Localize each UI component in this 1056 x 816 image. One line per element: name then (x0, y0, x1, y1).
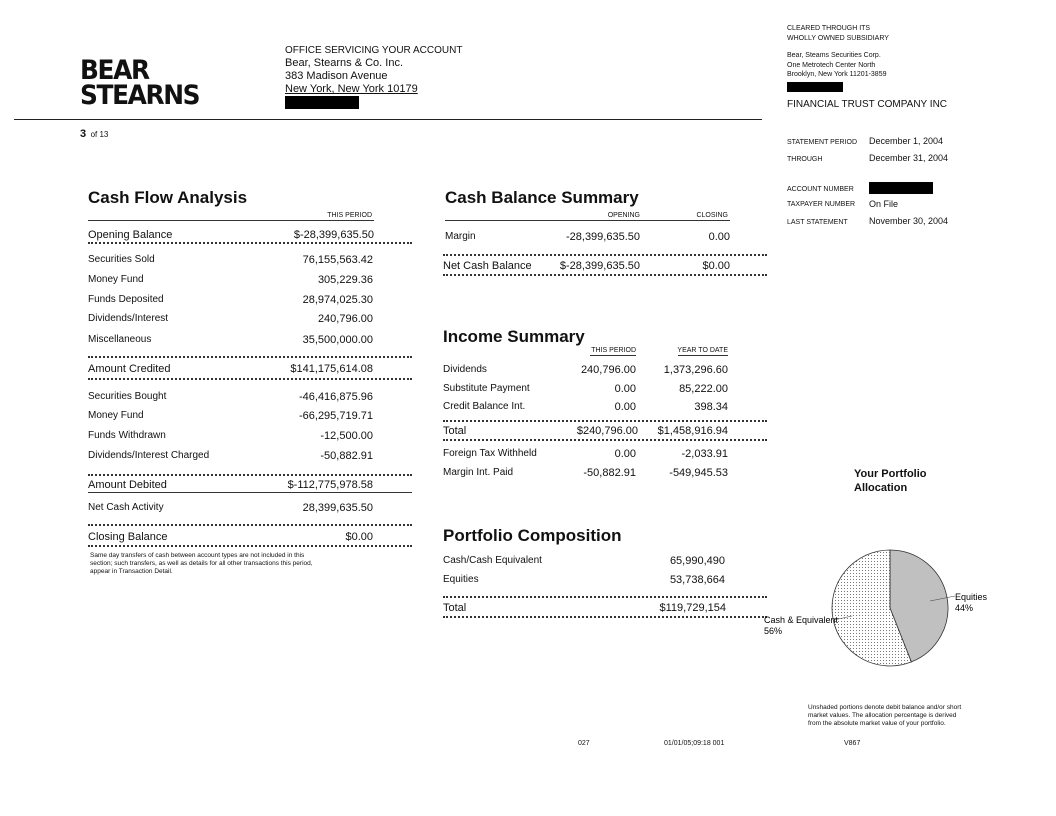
cash-label: Cash & Equivalent (764, 615, 839, 625)
margin-label: Margin (445, 231, 476, 242)
taxpayer-value: On File (869, 199, 899, 209)
debit-row-label: Money Fund (88, 410, 144, 421)
last-statement-label: LAST STATEMENT (787, 219, 848, 226)
credit-row-value: 305,229.36 (317, 274, 373, 286)
clearing-line-2: WHOLLY OWNED SUBSIDIARY (787, 34, 889, 42)
portfolio-total-value: $119,729,154 (659, 602, 726, 614)
clearing-corp-3: Brooklyn, New York 11201-3859 (787, 71, 887, 78)
taxpayer-label: TAXPAYER NUMBER (787, 201, 856, 208)
credit-row-label: Funds Deposited (88, 294, 164, 305)
credit-row-label: Securities Sold (88, 254, 155, 265)
debit-row-value: -50,882.91 (320, 450, 373, 462)
page-number: 3 of 13 (80, 128, 109, 140)
note-line: from the absolute market value of your portfolio. (808, 720, 946, 727)
income-row-period: 0.00 (614, 383, 636, 395)
account-redaction (869, 182, 933, 194)
footer-code-3: V867 (844, 740, 861, 747)
income-row-period: -50,882.91 (583, 467, 636, 479)
footer-code-2: 01/01/05;09:18 001 (664, 740, 725, 747)
closing-balance-label: Closing Balance (88, 531, 168, 543)
credit-row-label: Money Fund (88, 274, 144, 285)
note-line: market values. The allocation percentage is derived (808, 712, 957, 719)
portfolio-total-label: Total (443, 602, 467, 614)
debit-row-value: -12,500.00 (320, 430, 373, 442)
amount-debited-value: $-112,775,978.58 (287, 479, 373, 491)
income-total-ytd: $1,458,916.94 (657, 425, 728, 437)
income-row-period: 0.00 (614, 401, 636, 413)
portfolio-composition-title: Portfolio Composition (443, 526, 622, 545)
income-row-ytd: 398.34 (694, 401, 728, 413)
footer-code-1: 027 (578, 740, 590, 747)
portfolio-row-label: Equities (443, 574, 479, 585)
redaction-bar (787, 82, 843, 92)
equities-percent: 44% (955, 603, 974, 613)
opening-col-header: OPENING (607, 212, 640, 219)
portfolio-row-value: 65,990,490 (669, 555, 725, 567)
equities-label: Equities (955, 592, 988, 602)
allocation-title-line: Allocation (854, 482, 908, 494)
cash-flow-note (90, 552, 313, 576)
office-line-1: Bear, Stearns & Co. Inc. (285, 57, 404, 69)
income-row-ytd: 85,222.00 (679, 383, 728, 395)
debit-row-value: -46,416,875.96 (298, 391, 373, 403)
cash-percent: 56% (764, 626, 783, 636)
allocation-title-line: Your Portfolio (854, 468, 927, 480)
portfolio-row-value: 53,738,664 (669, 574, 725, 586)
income-row-period: 0.00 (614, 448, 636, 460)
clearing-corp-1: Bear, Steams Securities Corp. (787, 52, 881, 59)
debit-row-label: Funds Withdrawn (88, 430, 166, 441)
net-cash-balance-opening: $-28,399,635.50 (559, 260, 640, 272)
office-line-3: New York, New York 10179 (285, 83, 418, 95)
cash-balance-title: Cash Balance Summary (445, 188, 639, 207)
last-statement-date: November 30, 2004 (869, 216, 949, 226)
income-row-label: Credit Balance Int. (443, 401, 526, 412)
clearing-line-1: CLEARED THROUGH ITS (787, 25, 871, 32)
income-total-period: $240,796.00 (576, 425, 638, 437)
account-label: ACCOUNT NUMBER (787, 186, 854, 193)
debit-row-value: -66,295,719.71 (298, 410, 373, 422)
amount-debited-label: Amount Debited (88, 479, 167, 491)
income-row-label: Foreign Tax Withheld (443, 448, 537, 459)
office-heading: OFFICE SERVICING YOUR ACCOUNT (285, 45, 463, 56)
income-summary-title: Income Summary (443, 327, 585, 346)
income-col-ytd: YEAR TO DATE (677, 347, 728, 354)
cash-flow-title: Cash Flow Analysis (88, 188, 248, 207)
opening-balance-label: Opening Balance (88, 229, 173, 241)
net-cash-balance-label: Net Cash Balance (443, 260, 532, 272)
debit-row-label: Securities Bought (88, 391, 167, 402)
income-row-label: Substitute Payment (443, 383, 530, 394)
net-cash-activity-label: Net Cash Activity (88, 502, 164, 513)
income-row-period: 240,796.00 (580, 364, 636, 376)
credit-row-label: Miscellaneous (88, 334, 152, 345)
cash-flow-col-header: THIS PERIOD (327, 212, 372, 219)
client-name: FINANCIAL TRUST COMPANY INC (787, 98, 948, 110)
income-total-label: Total (443, 425, 467, 437)
opening-balance-value: $-28,399,635.50 (293, 229, 374, 241)
income-col-period: THIS PERIOD (591, 347, 636, 354)
period-label: STATEMENT PERIOD (787, 139, 858, 146)
through-label: THROUGH (787, 156, 823, 163)
office-block (285, 44, 462, 109)
logo-line-2: STEARNS (80, 80, 200, 111)
closing-col-header: CLOSING (696, 212, 728, 219)
credit-row-value: 35,500,000.00 (302, 334, 373, 346)
credit-row-label: Dividends/Interest (88, 313, 169, 324)
allocation-title (854, 467, 927, 495)
income-row-label: Margin Int. Paid (443, 467, 514, 478)
income-row-label: Dividends (443, 364, 487, 375)
header-rule (14, 119, 762, 120)
net-cash-balance-closing: $0.00 (702, 260, 730, 272)
allocation-note (808, 704, 961, 728)
note-line: section; such transfers, as well as details for all other transactions this period, (90, 560, 313, 567)
income-row-ytd: 1,373,296.60 (663, 364, 728, 376)
margin-closing: 0.00 (708, 231, 730, 243)
income-row-ytd: -549,945.53 (669, 467, 728, 479)
debit-row-label: Dividends/Interest Charged (88, 450, 210, 461)
note-line: Unshaded portions denote debit balance and/or short (808, 704, 962, 711)
credit-row-value: 28,974,025.30 (302, 294, 373, 306)
credit-row-value: 240,796.00 (317, 313, 373, 325)
allocation-pie-chart (760, 540, 1010, 680)
through-date: December 31, 2004 (869, 153, 949, 163)
clearing-block (787, 24, 947, 109)
income-row-ytd: -2,033.91 (681, 448, 728, 460)
amount-credited-label: Amount Credited (88, 363, 171, 375)
bear-stearns-logo (80, 55, 210, 111)
margin-opening: -28,399,635.50 (565, 231, 640, 243)
office-line-2: 383 Madison Avenue (285, 70, 388, 82)
clearing-corp-2: One Metrotech Center North (787, 61, 876, 69)
portfolio-row-label: Cash/Cash Equivalent (443, 555, 542, 566)
credit-row-value: 76,155,563.42 (302, 254, 373, 266)
redaction-bar (285, 96, 359, 109)
note-line: Same day transfers of cash between account types are not included in this (90, 552, 305, 559)
logo-line-1: BEAR (80, 55, 149, 86)
note-line: appear in Transaction Detail. (90, 568, 173, 575)
amount-credited-value: $141,175,614.08 (290, 363, 373, 375)
period-from: December 1, 2004 (869, 136, 944, 146)
net-cash-activity-value: 28,399,635.50 (302, 502, 373, 514)
closing-balance-value: $0.00 (345, 531, 373, 543)
